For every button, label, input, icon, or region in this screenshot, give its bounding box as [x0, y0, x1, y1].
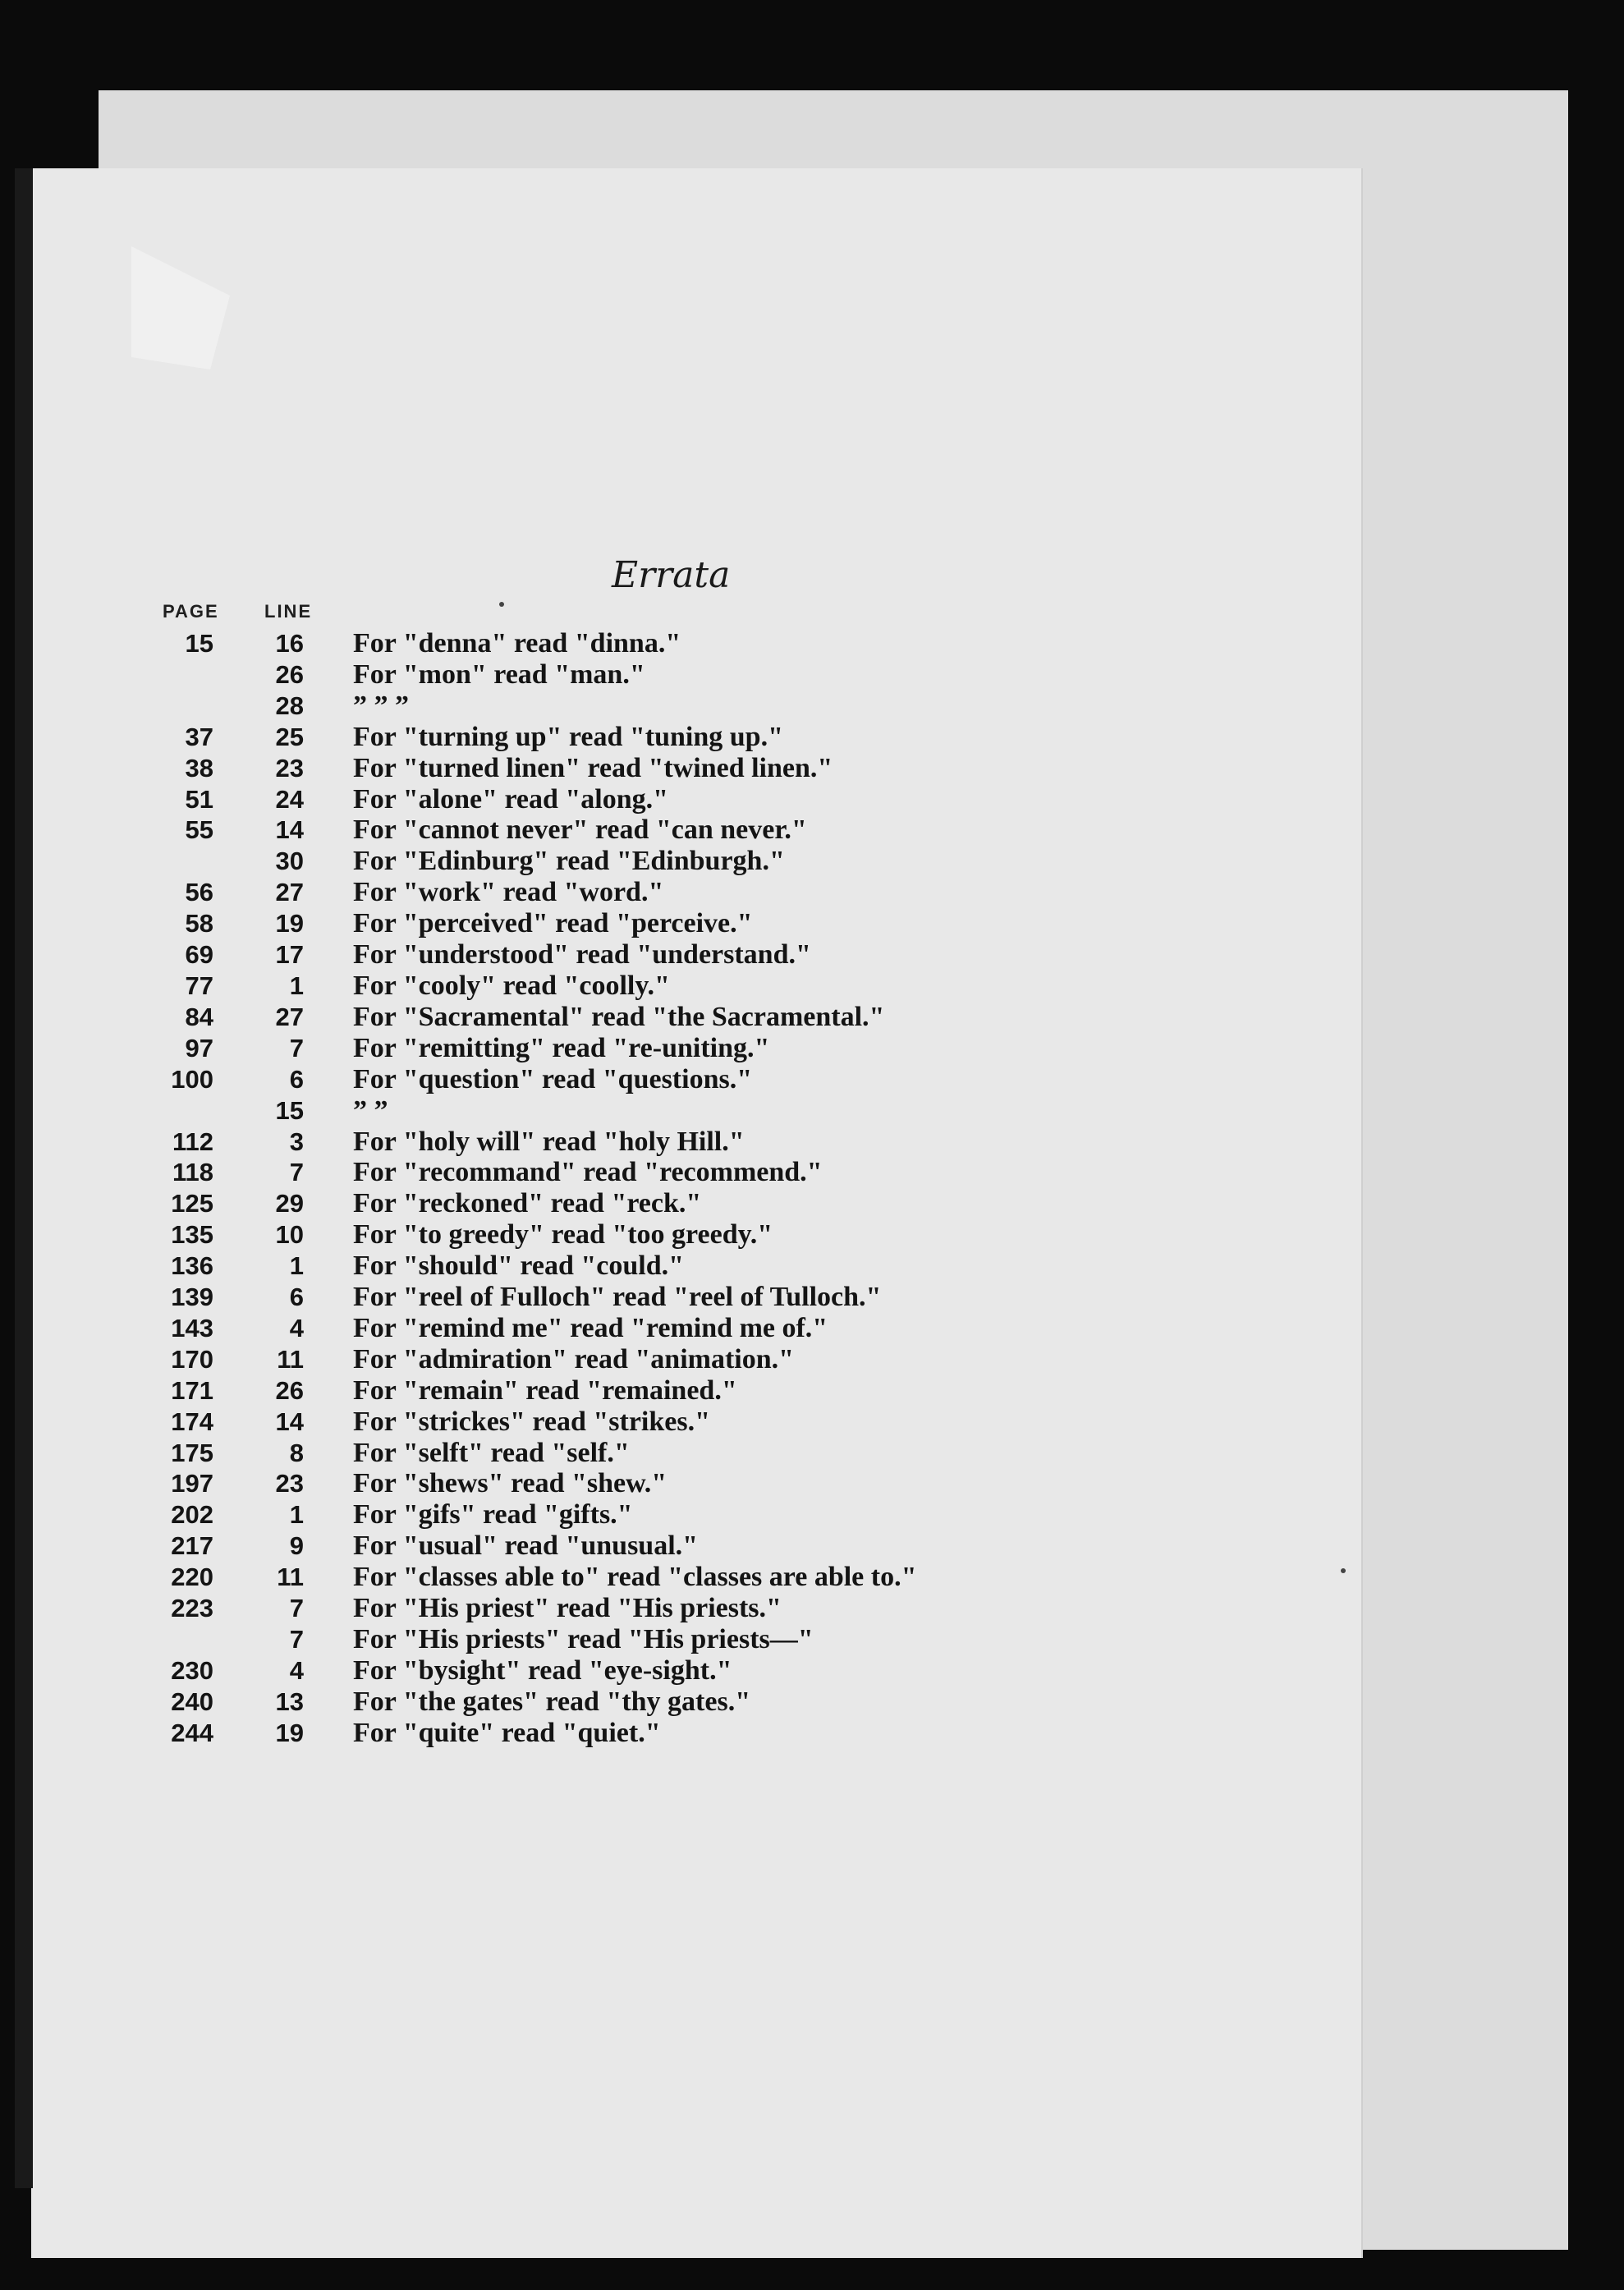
errata-row — [123, 877, 1149, 908]
column-gap — [304, 1468, 353, 1499]
correction-text: For "turning up" read "tuning up." — [353, 721, 783, 752]
column-gap — [304, 1530, 353, 1562]
line-number: 13 — [275, 1687, 304, 1716]
column-gap — [304, 659, 353, 691]
errata-row — [123, 1655, 1149, 1687]
line-number: 7 — [289, 1033, 304, 1062]
errata-row — [123, 1095, 1149, 1127]
book-spine — [15, 168, 33, 2188]
errata-row — [123, 1687, 1149, 1718]
errata-row — [123, 1344, 1149, 1375]
correction-text: For "cannot never" read "can never." — [353, 815, 807, 846]
line-number: 7 — [289, 1625, 304, 1654]
correction-text: For "classes able to" read "classes are able to." — [353, 1562, 917, 1593]
column-gap — [304, 1562, 353, 1593]
line-number: 19 — [275, 1718, 304, 1747]
errata-row — [123, 1002, 1149, 1033]
page-number — [123, 846, 213, 877]
page-number: 202 — [171, 1500, 213, 1530]
errata-row — [123, 1033, 1149, 1064]
line-number: 24 — [275, 784, 304, 814]
line-number: 1 — [289, 971, 304, 1000]
page-number: 230 — [171, 1655, 213, 1685]
column-gap — [304, 1095, 353, 1127]
errata-row — [123, 691, 1149, 722]
page-number: 125 — [171, 1189, 213, 1218]
column-gap — [304, 1219, 353, 1251]
line-number: 3 — [289, 1127, 304, 1156]
correction-text: For "usual" read "unusual." — [353, 1530, 699, 1562]
line-number: 14 — [275, 1407, 304, 1436]
errata-row — [123, 1593, 1149, 1624]
line-number: 11 — [277, 1563, 304, 1592]
line-number: 7 — [289, 1594, 304, 1623]
line-number: 28 — [275, 691, 304, 720]
column-gap — [304, 846, 353, 877]
column-gap — [304, 1718, 353, 1749]
page-number: 136 — [171, 1251, 213, 1281]
errata-row — [123, 1624, 1149, 1655]
line-number: 23 — [275, 1469, 304, 1498]
correction-text: For "denna" read "dinna." — [353, 628, 681, 659]
correction-text: For "His priest" read "His priests." — [353, 1593, 782, 1624]
column-gap — [304, 1282, 353, 1313]
errata-table — [123, 628, 1149, 1749]
column-gap — [304, 1593, 353, 1624]
page-number: 77 — [185, 971, 213, 1000]
correction-text: For "turned linen" read "twined linen." — [353, 752, 833, 783]
errata-row — [123, 846, 1149, 877]
line-number: 16 — [275, 629, 304, 658]
correction-text: For "selft" read "self." — [353, 1437, 630, 1468]
line-number: 27 — [275, 1002, 304, 1031]
correction-text: For "His priests" read "His priests—" — [353, 1624, 814, 1654]
page-number: 112 — [172, 1127, 213, 1156]
column-gap — [304, 908, 353, 939]
page-number: 244 — [171, 1718, 213, 1747]
page-number: 220 — [171, 1563, 213, 1592]
errata-row — [123, 939, 1149, 971]
line-number: 4 — [289, 1313, 304, 1342]
errata-row — [123, 1157, 1149, 1188]
column-gap — [304, 1033, 353, 1064]
errata-row — [123, 1562, 1149, 1593]
errata-row — [123, 1407, 1149, 1438]
errata-row — [123, 1251, 1149, 1282]
page-number: 240 — [171, 1687, 213, 1716]
errata-row — [123, 1188, 1149, 1219]
errata-row — [123, 1468, 1149, 1499]
correction-text: For "reel of Fulloch" read "reel of Tulloch." — [353, 1282, 882, 1313]
page-number: 37 — [185, 722, 213, 751]
page-number: 84 — [185, 1002, 213, 1031]
column-gap — [304, 1002, 353, 1033]
line-column-header: LINE — [264, 601, 313, 622]
page-title: Errata — [612, 554, 731, 596]
line-number: 6 — [289, 1064, 304, 1094]
line-number: 1 — [289, 1500, 304, 1530]
page-number — [123, 1095, 213, 1127]
page-number: 170 — [171, 1344, 213, 1374]
column-gap — [304, 1344, 353, 1375]
line-number: 26 — [275, 1375, 304, 1405]
line-number: 26 — [275, 659, 304, 689]
line-number: 27 — [275, 878, 304, 907]
correction-text: For "holy will" read "holy Hill." — [353, 1126, 745, 1157]
correction-text: For "work" read "word." — [353, 877, 664, 908]
column-gap — [304, 971, 353, 1002]
errata-row — [123, 815, 1149, 846]
errata-row — [123, 753, 1149, 784]
line-number: 15 — [275, 1095, 304, 1125]
page-number: 38 — [185, 753, 213, 782]
correction-text: For "question" read "questions." — [353, 1063, 753, 1095]
correction-text: For "quite" read "quiet." — [353, 1717, 661, 1748]
line-number: 30 — [275, 847, 304, 876]
correction-text: For "remind me" read "remind me of." — [353, 1312, 828, 1343]
line-number: 29 — [275, 1189, 304, 1218]
page-number: 51 — [185, 784, 213, 814]
correction-text: ” ” ” — [353, 690, 409, 721]
column-gap — [304, 815, 353, 846]
column-gap — [304, 1407, 353, 1438]
line-number: 11 — [277, 1344, 304, 1374]
errata-row — [123, 659, 1149, 691]
speck-mark — [1341, 1568, 1346, 1573]
line-number: 4 — [289, 1655, 304, 1685]
page-number: 100 — [171, 1064, 213, 1094]
line-number: 17 — [275, 940, 304, 970]
column-gap — [304, 939, 353, 971]
page-number: 55 — [185, 815, 213, 845]
correction-text: For "the gates" read "thy gates." — [353, 1686, 751, 1717]
errata-row — [123, 722, 1149, 753]
line-number: 25 — [275, 722, 304, 751]
correction-text: For "alone" read "along." — [353, 783, 669, 815]
errata-row — [123, 971, 1149, 1002]
column-gap — [304, 1157, 353, 1188]
errata-row — [123, 628, 1149, 659]
correction-text: For "mon" read "man." — [353, 659, 645, 690]
page-number: 197 — [171, 1469, 213, 1498]
correction-text: For "should" read "could." — [353, 1251, 684, 1282]
correction-text: For "remain" read "remained." — [353, 1374, 737, 1406]
page-number: 58 — [185, 909, 213, 938]
page-number: 139 — [171, 1283, 213, 1312]
correction-text: For "remitting" read "re-uniting." — [353, 1032, 770, 1063]
page-number — [123, 659, 213, 691]
errata-row — [123, 1375, 1149, 1407]
errata-row — [123, 784, 1149, 815]
correction-text: ” ” — [353, 1095, 388, 1126]
correction-text: For "recommand" read "recommend." — [353, 1157, 823, 1188]
line-number: 19 — [275, 909, 304, 938]
correction-text: For "perceived" read "perceive." — [353, 908, 753, 939]
correction-text: For "shews" read "shew." — [353, 1468, 667, 1499]
errata-row — [123, 908, 1149, 939]
page-number: 56 — [185, 878, 213, 907]
page-number: 135 — [171, 1220, 213, 1250]
correction-text: For "understood" read "understand." — [353, 939, 811, 971]
page-number: 15 — [185, 629, 213, 658]
page-number — [123, 1624, 213, 1655]
column-gap — [304, 1251, 353, 1282]
column-gap — [304, 1313, 353, 1344]
correction-text: For "strickes" read "strikes." — [353, 1406, 710, 1437]
page-number: 223 — [171, 1594, 213, 1623]
page-number: 143 — [171, 1313, 213, 1342]
correction-text: For "cooly" read "coolly." — [353, 970, 670, 1001]
errata-row — [123, 1530, 1149, 1562]
correction-text: For "reckoned" read "reck." — [353, 1188, 702, 1219]
page-column-header: PAGE — [163, 601, 219, 622]
line-number: 8 — [289, 1438, 304, 1467]
page-number: 175 — [171, 1438, 213, 1467]
column-gap — [304, 1655, 353, 1687]
correction-text: For "to greedy" read "too greedy." — [353, 1219, 773, 1251]
page-number: 171 — [171, 1375, 213, 1405]
errata-row — [123, 1438, 1149, 1469]
page-number: 174 — [171, 1407, 213, 1436]
column-gap — [304, 1438, 353, 1469]
correction-text: For "admiration" read "animation." — [353, 1343, 795, 1374]
page-number: 118 — [172, 1158, 213, 1187]
errata-row — [123, 1282, 1149, 1313]
line-number: 14 — [275, 815, 304, 845]
page-number: 97 — [185, 1033, 213, 1062]
column-gap — [304, 691, 353, 722]
correction-text: For "gifs" read "gifts." — [353, 1499, 633, 1530]
errata-row — [123, 1064, 1149, 1095]
column-gap — [304, 877, 353, 908]
line-number: 23 — [275, 753, 304, 782]
page-number: 69 — [185, 940, 213, 970]
errata-row — [123, 1219, 1149, 1251]
page-number — [123, 691, 213, 722]
line-number: 1 — [289, 1251, 304, 1281]
errata-row — [123, 1127, 1149, 1158]
column-gap — [304, 1499, 353, 1530]
column-gap — [304, 1188, 353, 1219]
speck-mark — [499, 602, 504, 607]
errata-row — [123, 1313, 1149, 1344]
column-gap — [304, 722, 353, 753]
correction-text: For "Sacramental" read "the Sacramental." — [353, 1001, 885, 1032]
column-gap — [304, 628, 353, 659]
correction-text: For "bysight" read "eye-sight." — [353, 1654, 732, 1686]
column-gap — [304, 1687, 353, 1718]
line-number: 10 — [275, 1220, 304, 1250]
page-number: 217 — [171, 1531, 213, 1561]
line-number: 7 — [289, 1158, 304, 1187]
line-number: 6 — [289, 1283, 304, 1312]
column-gap — [304, 784, 353, 815]
column-gap — [304, 1375, 353, 1407]
column-gap — [304, 1624, 353, 1655]
column-gap — [304, 1064, 353, 1095]
correction-text: For "Edinburg" read "Edinburgh." — [353, 846, 785, 877]
errata-row — [123, 1718, 1149, 1749]
errata-rows — [123, 628, 1149, 1749]
column-gap — [304, 753, 353, 784]
line-number: 9 — [289, 1531, 304, 1561]
errata-row — [123, 1499, 1149, 1530]
column-gap — [304, 1127, 353, 1158]
